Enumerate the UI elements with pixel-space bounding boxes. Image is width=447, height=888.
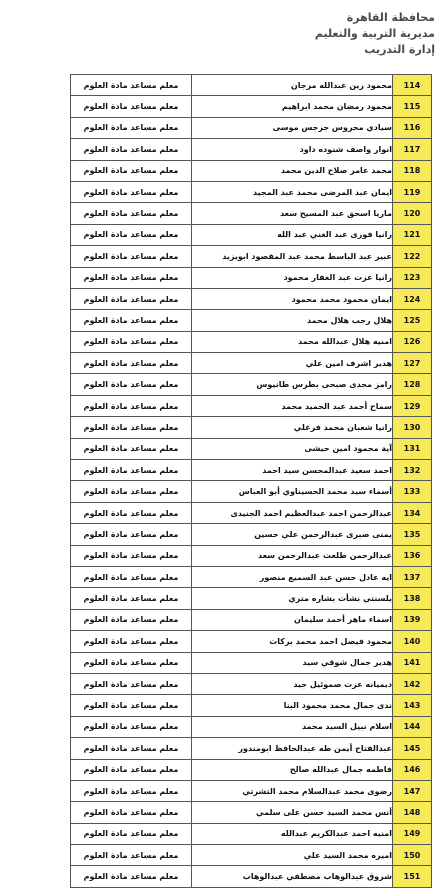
table-row: [71, 823, 432, 844]
job-cell: معلم مساعد مادة العلوم: [71, 631, 192, 652]
number-cell: 125: [393, 310, 432, 331]
number-cell: 140: [393, 631, 432, 652]
table-row: [71, 139, 432, 160]
table-row: [71, 417, 432, 438]
job-cell: معلم مساعد مادة العلوم: [71, 395, 192, 416]
table-row: [71, 203, 432, 224]
number-cell: 137: [393, 566, 432, 587]
job-cell: معلم مساعد مادة العلوم: [71, 224, 192, 245]
table-row: [71, 224, 432, 245]
table-row: [71, 181, 432, 202]
job-cell: معلم مساعد مادة العلوم: [71, 695, 192, 716]
name-cell: محمد عامر صلاح الدين محمد: [192, 160, 393, 181]
name-cell: احمد سعيد عبدالمحسن سيد احمد: [192, 460, 393, 481]
job-cell: معلم مساعد مادة العلوم: [71, 417, 192, 438]
number-cell: 151: [393, 866, 432, 887]
name-cell: أسماء سيد محمد الحسيناوي أبو العباس: [192, 481, 393, 502]
name-cell: سيادي محروس جرجس موسى: [192, 117, 393, 138]
table-row: [71, 780, 432, 801]
job-cell: معلم مساعد مادة العلوم: [71, 203, 192, 224]
name-cell: رانيا فوزى عبد الغني عبد الله: [192, 224, 393, 245]
number-cell: 142: [393, 673, 432, 694]
number-cell: 144: [393, 716, 432, 737]
table-row: [71, 673, 432, 694]
job-cell: معلم مساعد مادة العلوم: [71, 96, 192, 117]
job-cell: معلم مساعد مادة العلوم: [71, 652, 192, 673]
job-cell: معلم مساعد مادة العلوم: [71, 460, 192, 481]
governorate-title: محافظة القاهرة: [346, 11, 435, 24]
name-cell: رانيا عزت عبد الغفار محمود: [192, 267, 393, 288]
number-cell: 133: [393, 481, 432, 502]
job-cell: معلم مساعد مادة العلوم: [71, 823, 192, 844]
table-row: [71, 631, 432, 652]
number-cell: 115: [393, 96, 432, 117]
job-cell: معلم مساعد مادة العلوم: [71, 181, 192, 202]
job-cell: معلم مساعد مادة العلوم: [71, 524, 192, 545]
table-row: [71, 460, 432, 481]
table-row: [71, 545, 432, 566]
table-row: [71, 738, 432, 759]
table-row: [71, 288, 432, 309]
number-cell: 141: [393, 652, 432, 673]
table-row: [71, 353, 432, 374]
number-cell: 122: [393, 246, 432, 267]
number-cell: 145: [393, 738, 432, 759]
name-cell: عبدالفتاح أيمن طه عبدالحافظ ابومندور: [192, 738, 393, 759]
job-cell: معلم مساعد مادة العلوم: [71, 802, 192, 823]
number-cell: 130: [393, 417, 432, 438]
job-cell: معلم مساعد مادة العلوم: [71, 566, 192, 587]
job-cell: معلم مساعد مادة العلوم: [71, 502, 192, 523]
name-cell: ايمان عبد المرضى محمد عبد المجيد: [192, 181, 393, 202]
job-cell: معلم مساعد مادة العلوم: [71, 759, 192, 780]
job-cell: معلم مساعد مادة العلوم: [71, 117, 192, 138]
name-cell: سماح أحمد عبد الحميد محمد: [192, 395, 393, 416]
name-cell: هدير اشرف امين علي: [192, 353, 393, 374]
job-cell: معلم مساعد مادة العلوم: [71, 160, 192, 181]
number-cell: 134: [393, 502, 432, 523]
document-header: [235, 10, 435, 58]
name-cell: انوار واصف شنوده داود: [192, 139, 393, 160]
job-cell: معلم مساعد مادة العلوم: [71, 288, 192, 309]
job-cell: معلم مساعد مادة العلوم: [71, 438, 192, 459]
job-cell: معلم مساعد مادة العلوم: [71, 780, 192, 801]
table-row: [71, 695, 432, 716]
name-cell: رامز مجدى صبحى بطرس طانيوس: [192, 374, 393, 395]
job-cell: معلم مساعد مادة العلوم: [71, 246, 192, 267]
job-cell: معلم مساعد مادة العلوم: [71, 545, 192, 566]
table-row: [71, 502, 432, 523]
table-row: [71, 310, 432, 331]
name-cell: فاطمه جمال عبدالله صالح: [192, 759, 393, 780]
number-cell: 146: [393, 759, 432, 780]
name-cell: ايمان محمود محمد محمود: [192, 288, 393, 309]
table-row: [71, 331, 432, 352]
table-row: [71, 481, 432, 502]
job-cell: معلم مساعد مادة العلوم: [71, 673, 192, 694]
job-cell: معلم مساعد مادة العلوم: [71, 481, 192, 502]
name-cell: رضوى محمد عبدالسلام محمد التشرتي: [192, 780, 393, 801]
name-cell: ماريا اسحق عبد المسيح سعد: [192, 203, 393, 224]
job-cell: معلم مساعد مادة العلوم: [71, 738, 192, 759]
name-cell: عبدالرحمن احمد عبدالعظيم احمد الجنيدى: [192, 502, 393, 523]
number-cell: 149: [393, 823, 432, 844]
job-cell: معلم مساعد مادة العلوم: [71, 331, 192, 352]
number-cell: 150: [393, 845, 432, 866]
number-cell: 129: [393, 395, 432, 416]
name-cell: عبير عبد الباسط محمد عبد المقصود ابويزيد: [192, 246, 393, 267]
name-cell: امنيه احمد عبدالكريم عبدالله: [192, 823, 393, 844]
number-cell: 128: [393, 374, 432, 395]
job-cell: معلم مساعد مادة العلوم: [71, 374, 192, 395]
name-cell: رانيا شعبان محمد فرغلي: [192, 417, 393, 438]
name-cell: يلسنتي نشأت بشاره متري: [192, 588, 393, 609]
number-cell: 124: [393, 288, 432, 309]
name-cell: ندى جمال محمد محمود البنا: [192, 695, 393, 716]
table-row: [71, 438, 432, 459]
table-row: [71, 117, 432, 138]
job-cell: معلم مساعد مادة العلوم: [71, 866, 192, 887]
name-cell: هلال رجب هلال محمد: [192, 310, 393, 331]
name-cell: محمود فيصل احمد محمد بركات: [192, 631, 393, 652]
table-row: [71, 267, 432, 288]
number-cell: 121: [393, 224, 432, 245]
number-cell: 135: [393, 524, 432, 545]
number-cell: 116: [393, 117, 432, 138]
table-row: [71, 802, 432, 823]
job-cell: معلم مساعد مادة العلوم: [71, 845, 192, 866]
name-cell: عبدالرحمن طلعت عبدالرحمن سعد: [192, 545, 393, 566]
name-cell: آية محمود امين حيشى: [192, 438, 393, 459]
table-row: [71, 374, 432, 395]
table-row: [71, 246, 432, 267]
trainees-table: [70, 74, 432, 888]
table-row: [71, 845, 432, 866]
table-row: [71, 75, 432, 96]
job-cell: معلم مساعد مادة العلوم: [71, 267, 192, 288]
number-cell: 118: [393, 160, 432, 181]
table-row: [71, 609, 432, 630]
name-cell: يمنى صبرى عبدالرحمن علي حسين: [192, 524, 393, 545]
table-row: [71, 759, 432, 780]
number-cell: 117: [393, 139, 432, 160]
directorate-title: مديرية التربية والتعليم: [314, 27, 435, 40]
table-row: [71, 395, 432, 416]
table-row: [71, 96, 432, 117]
name-cell: هدير جمال شوقي سيد: [192, 652, 393, 673]
job-cell: معلم مساعد مادة العلوم: [71, 139, 192, 160]
number-cell: 114: [393, 75, 432, 96]
name-cell: ايه عادل حسن عبد السميع منصور: [192, 566, 393, 587]
job-cell: معلم مساعد مادة العلوم: [71, 310, 192, 331]
job-cell: معلم مساعد مادة العلوم: [71, 716, 192, 737]
name-cell: محمود زين عبدالله مرجان: [192, 75, 393, 96]
name-cell: اسلام نبيل السيد محمد: [192, 716, 393, 737]
name-cell: ديميانه عزت صموئيل جيد: [192, 673, 393, 694]
department-title: إدارة التدريب: [364, 43, 435, 56]
table-row: [71, 524, 432, 545]
number-cell: 131: [393, 438, 432, 459]
number-cell: 136: [393, 545, 432, 566]
number-cell: 123: [393, 267, 432, 288]
number-cell: 148: [393, 802, 432, 823]
name-cell: شروق عبدالوهاب مصطفي عبدالوهاب: [192, 866, 393, 887]
name-cell: اميره محمد السيد علي: [192, 845, 393, 866]
number-cell: 143: [393, 695, 432, 716]
job-cell: معلم مساعد مادة العلوم: [71, 75, 192, 96]
number-cell: 147: [393, 780, 432, 801]
job-cell: معلم مساعد مادة العلوم: [71, 588, 192, 609]
table-row: [71, 652, 432, 673]
number-cell: 138: [393, 588, 432, 609]
job-cell: معلم مساعد مادة العلوم: [71, 353, 192, 374]
table-row: [71, 160, 432, 181]
number-cell: 119: [393, 181, 432, 202]
table-row: [71, 588, 432, 609]
number-cell: 132: [393, 460, 432, 481]
name-cell: أنس محمد السيد حسن على سلمي: [192, 802, 393, 823]
table-row: [71, 866, 432, 887]
job-cell: معلم مساعد مادة العلوم: [71, 609, 192, 630]
number-cell: 126: [393, 331, 432, 352]
number-cell: 127: [393, 353, 432, 374]
name-cell: محمود رمضان محمد ابراهيم: [192, 96, 393, 117]
name-cell: امنيه هلال عبدالله محمد: [192, 331, 393, 352]
number-cell: 120: [393, 203, 432, 224]
number-cell: 139: [393, 609, 432, 630]
table-row: [71, 566, 432, 587]
trainees-table-body: [71, 75, 432, 888]
name-cell: اسماء ماهر أحمد سليمان: [192, 609, 393, 630]
table-row: [71, 716, 432, 737]
